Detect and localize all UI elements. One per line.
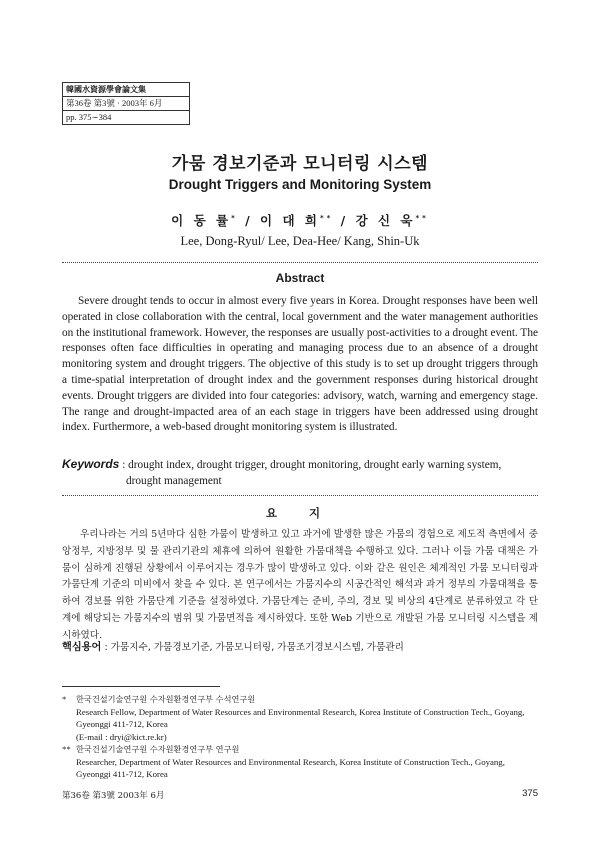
divider — [62, 262, 538, 263]
footnote-mark: ** — [62, 744, 71, 754]
footnote-mark: * — [62, 694, 67, 704]
abstract-heading: Abstract — [275, 271, 325, 285]
korean-keywords-list: : 가뭄지수, 가뭄경보기준, 가뭄모니터링, 가뭄조기경보시스템, 가뭄관리 — [104, 642, 404, 653]
author-mark: * — [231, 213, 238, 222]
korean-keywords — [62, 638, 538, 653]
journal-name: 韓國水資源學會論文集 — [63, 83, 189, 97]
journal-info-box — [62, 82, 190, 125]
footer-issue: 第36卷 第3號 2003年 6月 — [62, 791, 165, 801]
authors-korean: 이 동 률* / 이 대 희** / 강 신 욱** — [171, 213, 429, 228]
author-name: 강 신 욱 — [355, 213, 416, 228]
keywords-line1: : drought index, drought trigger, drought monitoring, drought early warning system, — [122, 459, 502, 471]
footnote-korean: 한국건설기술연구원 수자원환경연구부 연구원 — [76, 744, 240, 754]
author-name: 이 대 희 — [260, 213, 320, 228]
journal-volume: 第36卷 第3號 · 2003年 6月 — [63, 97, 189, 111]
author-mark: ** — [415, 213, 429, 222]
keywords-block — [62, 456, 538, 489]
footnote-english: Research Fellow, Department of Water Resources and Environmental Research, Korea Institute of Construction Tech., Goyang, Gyeonggi 411-712, Korea — [76, 706, 525, 729]
footnotes — [62, 693, 538, 781]
author-name: 이 동 률 — [171, 213, 232, 228]
journal-pages: pp. 375∼384 — [66, 112, 112, 123]
footnote-korean: 한국건설기술연구원 수자원환경연구부 수석연구원 — [76, 694, 256, 704]
footnote-1 — [62, 693, 538, 743]
page-number: 375 — [522, 788, 538, 799]
abstract-text: Severe drought tends to occur in almost every five years in Korea. Drought responses have been well operated in close collaboration with the central, local government and the water management authorities on the institutional framework. However, the responses are usually post-activities to a drought event. The responses often face difficulties in operating and managing process due to an absence of a drought monitoring system and drought triggers. The objective of this study is to set up drought triggers through a time-spatial interpretation of drought index and the government responses during historical drought events. Drought triggers are divided into four categories: advisory, watch, warning and emergency stage. The range and drought-impacted area of an each stage in triggers have been addressed using drought index. Furthermore, a web-based drought monitoring system is illustrated. — [62, 295, 538, 434]
author-mark: ** — [319, 213, 334, 222]
korean-summary-body — [62, 527, 538, 645]
footnote-email: (E-mail : dryi@kict.re.kr) — [76, 731, 167, 742]
korean-summary-text: 우리나라는 거의 5년마다 심한 가뭄이 발생하고 있고 과거에 발생한 많은 가뭄의 경험으로 제도적 측면에서 중앙정부, 지방정부 및 물 관리기관의 체휴에 의하여 원활한 가뭄대책을 수행하고 있다. 그러나 이들 가뭄 대책은 가뭄이 심하게 진행된 상황에서 이루어지는 경우가 많이 발생하고 있다. 이와 같은 원인은 체계적인 가뭄 모니터링과 가뭄단계 기준의 미비에서 찾을 수 있다. 본 연구에서는 가뭄지수의 시공간적인 해석과 과거 정부의 가뭄대책을 통하여 경보를 위한 가뭄단계 기준을 설정하였다. 가뭄단계는 준비, 주의, 경보 및 비상의 4단계로 분류하였고 각 단계에 해당되는 가뭄지수의 범위 및 가뭄면적을 제시하였다. 또한 Web 기반으로 개발된 가뭄 모니터링 시스템을 제시하였다. — [62, 529, 538, 641]
footnote-english: Researcher, Department of Water Resources and Environmental Research, Korea Institute of Construction Tech., Goyang, Gyeonggi 411-712, Korea — [76, 756, 505, 779]
title-english: Drought Triggers and Monitoring System — [168, 177, 432, 192]
korean-keywords-label: 핵심용어 — [62, 642, 102, 653]
authors-english: Lee, Dong-Ryul/ Lee, Dea-Hee/ Kang, Shin-Uk — [180, 234, 420, 248]
keywords-label: Keywords — [62, 457, 120, 471]
title-korean: 가뭄 경보기준과 모니터링 시스템 — [171, 154, 429, 174]
footnote-2 — [62, 743, 538, 781]
footnote-rule — [62, 686, 220, 687]
keywords-line2: drought management — [126, 475, 222, 487]
abstract-body — [62, 294, 538, 436]
korean-summary-heading: 요 지 — [265, 506, 335, 520]
divider — [62, 495, 538, 496]
